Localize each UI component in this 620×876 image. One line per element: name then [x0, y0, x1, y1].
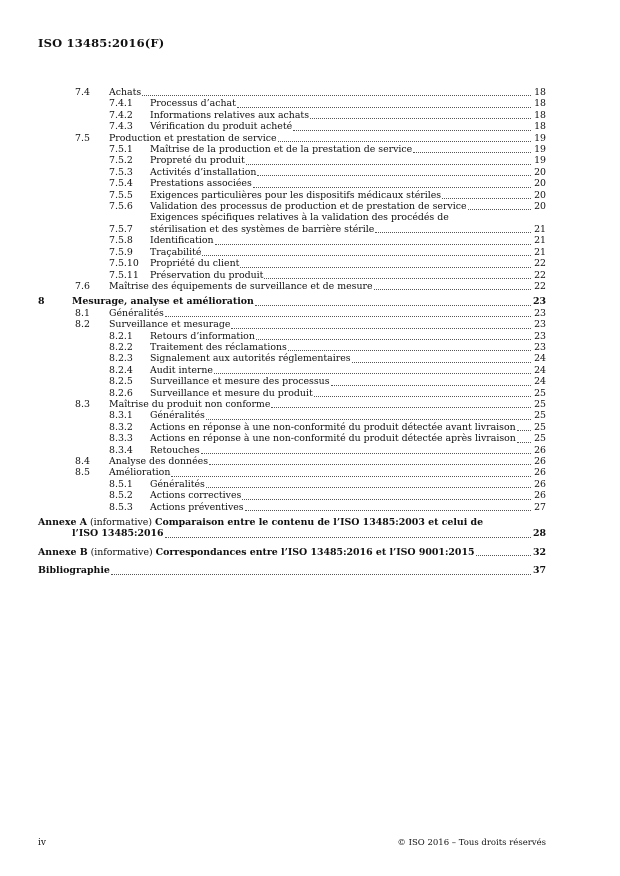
toc-entry-page: 22 — [534, 269, 546, 281]
toc-entry[interactable] — [38, 479, 546, 490]
toc-entry-text: Audit interne — [150, 364, 213, 376]
toc-entry-number: 7.5.5 — [109, 189, 133, 201]
toc-entry[interactable] — [38, 190, 546, 201]
toc-entry[interactable] — [38, 456, 546, 467]
toc-entry-text: Actions en réponse à une non-conformité du produit détectée après livraison — [150, 433, 516, 445]
toc-entry-page: 22 — [534, 258, 546, 270]
toc-entry-title — [150, 422, 532, 433]
toc-entry[interactable] — [38, 467, 546, 478]
toc-entry-title — [150, 433, 532, 444]
toc-entry-page: 19 — [534, 132, 546, 144]
document-id: ISO 13485:2016(F) — [38, 36, 165, 50]
toc-entry-text: Activités d’installation — [150, 166, 257, 178]
toc-entry-title — [150, 178, 532, 189]
toc-entry-page: 18 — [534, 98, 546, 110]
toc-entry-text: Achats — [109, 87, 142, 98]
toc-entry[interactable] — [38, 445, 546, 456]
toc-entry-title — [150, 155, 532, 166]
toc-entry-text: Validation des processus de production et de prestation de service — [150, 201, 467, 213]
toc-entry-title — [150, 410, 532, 421]
toc-entry[interactable] — [38, 281, 546, 292]
toc-entry[interactable] — [38, 155, 546, 166]
toc-entry-page: 26 — [534, 444, 546, 456]
toc-entry-page: 25 — [534, 410, 546, 422]
dot-leader — [231, 328, 531, 329]
toc-entry-title — [150, 167, 532, 178]
toc-entry[interactable] — [38, 308, 546, 319]
dot-leader — [214, 373, 531, 374]
toc-entry-text: Surveillance et mesure du produit — [150, 387, 313, 399]
toc-entry-title — [150, 235, 532, 246]
toc-entry-title — [150, 98, 532, 109]
toc-entry-page: 19 — [534, 155, 546, 167]
toc-entry[interactable] — [38, 87, 546, 98]
toc-entry-number: 8.2.5 — [109, 376, 133, 388]
toc-entry[interactable] — [38, 178, 546, 189]
toc-entry-number: 8 — [38, 296, 45, 308]
toc-entry-title — [109, 456, 532, 467]
dot-leader — [202, 255, 531, 256]
dot-leader — [201, 453, 531, 454]
dot-leader — [171, 476, 531, 477]
toc-entry-number: 7.4.1 — [109, 98, 133, 110]
toc-entry-text: Généralités — [150, 410, 205, 422]
toc-entry-text: Propreté du produit — [150, 155, 245, 167]
annex-label: Annexe A — [38, 517, 87, 529]
toc-entry-page: 26 — [534, 456, 546, 467]
toc-entry-text: Analyse des données — [109, 456, 209, 467]
toc-entry-page: 26 — [534, 467, 546, 479]
toc-entry-page: 25 — [534, 433, 546, 445]
annex-entry[interactable] — [38, 547, 546, 558]
toc-entry-page: 25 — [534, 398, 546, 410]
annex-title-line2: l’ISO 13485:2016 — [72, 528, 164, 540]
toc-entry-number: 8.1 — [75, 307, 90, 319]
toc-entry[interactable] — [38, 319, 546, 330]
toc-entry-title — [150, 331, 532, 342]
dot-leader — [256, 339, 531, 340]
toc-entry-page: 26 — [534, 490, 546, 502]
toc-entry[interactable] — [38, 201, 546, 212]
dot-leader — [331, 385, 531, 386]
toc-entry-title-line2-row — [150, 224, 532, 235]
dot-leader — [288, 350, 531, 351]
toc-entry-page: 21 — [534, 246, 546, 258]
toc-entry-number: 8.3.4 — [109, 444, 133, 456]
toc-entry-title — [150, 479, 532, 490]
toc-entry-title — [109, 308, 532, 319]
toc-entry[interactable] — [38, 410, 546, 421]
toc-entry-text: Maîtrise de la production et de la prestation de service — [150, 144, 413, 156]
toc-entry-title — [150, 376, 532, 387]
toc-entry-title — [109, 87, 532, 98]
toc-entry-title — [150, 247, 532, 258]
toc-entry-number: 7.5.2 — [109, 155, 133, 167]
toc-entry-text: Signalement aux autorités réglementaires — [150, 353, 351, 365]
toc-entry-title — [150, 201, 532, 212]
copyright-notice: © ISO 2016 – Tous droits réservés — [397, 838, 546, 848]
toc-entry[interactable] — [38, 98, 546, 109]
toc-entry-page: 23 — [534, 341, 546, 353]
toc-entry-number: 8.5.3 — [109, 501, 133, 513]
toc-entry-number: 8.3.1 — [109, 410, 133, 422]
annex-label: Bibliographie — [38, 565, 110, 577]
toc-entry-number: 8.2.4 — [109, 364, 133, 376]
toc-entry-text: Identification — [150, 235, 214, 247]
annex-note: (informative) — [89, 517, 152, 529]
toc-entry-number: 8.2.6 — [109, 387, 133, 399]
dot-leader — [442, 198, 531, 199]
toc-entry[interactable] — [38, 490, 546, 501]
toc-entry-title — [150, 342, 532, 353]
toc-entry-page: 23 — [534, 330, 546, 342]
dot-leader — [293, 130, 531, 131]
toc-entry-title — [150, 190, 532, 201]
toc-entry-text: Traçabilité — [150, 246, 202, 258]
toc-entry-text: Actions en réponse à une non-conformité du produit détectée avant livraison — [150, 421, 516, 433]
toc-entry-page: 25 — [534, 387, 546, 399]
toc-entry[interactable] — [38, 365, 546, 376]
toc-entry-title — [150, 121, 532, 132]
dot-leader — [476, 555, 531, 556]
toc-entry-title — [150, 110, 532, 121]
annex-entry[interactable] — [38, 517, 546, 540]
dot-leader — [271, 407, 531, 408]
toc-entry[interactable] — [38, 502, 546, 513]
toc-entry-number: 7.5.3 — [109, 166, 133, 178]
toc-entry-text: Exigences particulières pour les dispositifs médicaux stériles — [150, 189, 442, 201]
toc-entry-title — [150, 445, 532, 456]
toc-entry-text: Prestations associées — [150, 178, 252, 190]
toc-entry-number: 8.3.2 — [109, 421, 133, 433]
toc-entry-title — [150, 490, 532, 501]
dot-leader — [142, 95, 531, 96]
dot-leader — [165, 316, 531, 317]
toc-entry-text: Propriété du client — [150, 258, 240, 270]
dot-leader — [413, 152, 531, 153]
toc-entry-text: Maîtrise du produit non conforme — [109, 398, 271, 410]
toc-entry-number: 7.5.6 — [109, 201, 133, 213]
annex-title-text: Correspondances entre l’ISO 13485:2016 et l’ISO 9001:2015 — [155, 546, 475, 558]
toc-entry-text: Informations relatives aux achats — [150, 109, 310, 121]
bibliography-entry[interactable] — [38, 565, 546, 576]
toc-entry[interactable] — [38, 144, 546, 155]
toc-entry[interactable] — [38, 376, 546, 387]
toc-entry-page: 23 — [534, 319, 546, 331]
toc-entry-page: 18 — [534, 121, 546, 133]
toc-entry[interactable] — [38, 212, 546, 235]
toc-entry-title-line2: stérilisation et des systèmes de barrière stérile — [150, 223, 375, 235]
toc-entry-text: Généralités — [150, 478, 205, 490]
toc-entry-page: 24 — [534, 353, 546, 365]
dot-leader — [257, 175, 531, 176]
toc-entry-number: 8.3.3 — [109, 433, 133, 445]
toc-entry[interactable] — [38, 247, 546, 258]
toc-entry-number: 7.5.8 — [109, 235, 133, 247]
toc-entry-text: Traitement des réclamations — [150, 341, 287, 353]
toc-entry-text: Retours d’information — [150, 330, 255, 342]
toc-entry-page: 24 — [534, 364, 546, 376]
toc-entry-number: 7.5.11 — [109, 269, 139, 281]
toc-entry-text: Vérification du produit acheté — [150, 121, 293, 133]
toc-entry-text: Surveillance et mesure des processus — [150, 376, 330, 388]
toc-entry-title — [150, 388, 532, 399]
toc-entry[interactable] — [38, 331, 546, 342]
dot-leader — [314, 396, 531, 397]
dot-leader — [237, 107, 531, 108]
toc-entry-number: 7.4 — [75, 87, 90, 98]
toc-entry-number: 7.4.3 — [109, 121, 133, 133]
toc-entry-number: 8.2.3 — [109, 353, 133, 365]
dot-leader — [310, 118, 531, 119]
annex-title — [38, 517, 532, 540]
toc-entry-title — [150, 502, 532, 513]
toc-entry-page: 20 — [534, 201, 546, 213]
annex-title-line1 — [38, 517, 532, 528]
toc-entry[interactable] — [38, 121, 546, 132]
toc-entry-page: 22 — [534, 280, 546, 292]
table-of-contents — [38, 87, 546, 577]
toc-entry-text: Mesurage, analyse et amélioration — [72, 296, 254, 308]
toc-entry-page: 27 — [534, 501, 546, 513]
toc-entry-text: Maîtrise des équipements de surveillance et de mesure — [109, 280, 373, 292]
dot-leader — [255, 305, 531, 306]
toc-entry-number: 7.6 — [75, 280, 90, 292]
toc-entry[interactable] — [38, 422, 546, 433]
dot-leader — [264, 278, 531, 279]
dot-leader — [253, 187, 531, 188]
toc-entry[interactable] — [38, 353, 546, 364]
toc-entry-number: 8.4 — [75, 456, 90, 467]
toc-entry-title — [150, 365, 532, 376]
toc-entry-title — [109, 133, 532, 144]
toc-entry[interactable] — [38, 133, 546, 144]
toc-entry-text: Actions correctives — [150, 490, 242, 502]
dot-leader — [375, 232, 531, 233]
dot-leader — [240, 267, 531, 268]
toc-entry-number: 7.5.9 — [109, 246, 133, 258]
toc-entry-number: 8.3 — [75, 398, 90, 410]
toc-entry[interactable] — [38, 270, 546, 281]
toc-entry[interactable] — [38, 433, 546, 444]
toc-entry-number: 7.4.2 — [109, 109, 133, 121]
toc-entry-number: 7.5.7 — [109, 223, 133, 235]
dot-leader — [468, 209, 531, 210]
toc-entry-text: Retouches — [150, 444, 200, 456]
toc-entry-text: Généralités — [109, 307, 164, 319]
annex-page: 32 — [532, 546, 546, 558]
dot-leader — [517, 442, 531, 443]
toc-entry[interactable] — [38, 399, 546, 410]
toc-entry-number: 8.2.2 — [109, 341, 133, 353]
toc-entry-number: 8.2 — [75, 319, 90, 331]
toc-entry[interactable] — [38, 296, 546, 307]
toc-entry-title — [150, 353, 532, 364]
toc-entry-page: 20 — [534, 166, 546, 178]
dot-leader — [245, 510, 531, 511]
toc-entry-page: 18 — [534, 109, 546, 121]
dot-leader — [206, 487, 531, 488]
annex-title — [38, 565, 532, 576]
annex-page: 37 — [532, 565, 546, 577]
annex-page: 28 — [532, 528, 546, 540]
toc-entry-page: 18 — [534, 87, 546, 98]
dot-leader — [206, 419, 531, 420]
dot-leader — [242, 499, 531, 500]
dot-leader — [111, 574, 531, 575]
dot-leader — [278, 141, 531, 142]
toc-entry-title — [150, 258, 532, 269]
toc-entry-title — [150, 212, 532, 235]
annex-title-line2-row — [38, 528, 532, 539]
dot-leader — [246, 164, 531, 165]
annex-title-text-wrap — [38, 565, 110, 576]
toc-entry-page: 23 — [534, 307, 546, 319]
toc-entry[interactable] — [38, 258, 546, 269]
toc-entry-text: Amélioration — [109, 467, 171, 479]
toc-entry-page: 24 — [534, 376, 546, 388]
toc-entry-number: 7.5 — [75, 132, 90, 144]
toc-entry[interactable] — [38, 167, 546, 178]
toc-entry-title — [109, 467, 532, 478]
annex-title — [38, 547, 532, 558]
toc-entry-text: Actions préventives — [150, 501, 244, 513]
toc-entry[interactable] — [38, 388, 546, 399]
toc-entry-page: 26 — [534, 478, 546, 490]
toc-entry-number: 7.5.10 — [109, 258, 139, 270]
toc-entry-text: Production et prestation de service — [109, 132, 277, 144]
toc-entry[interactable] — [38, 342, 546, 353]
toc-entry-title-line1: Exigences spécifiques relatives à la validation des procédés de — [150, 212, 449, 224]
annex-title-text: Comparaison entre le contenu de l’ISO 13485:2003 et celui de — [154, 517, 484, 529]
toc-entry-number: 7.5.1 — [109, 144, 133, 156]
toc-entry-title — [109, 399, 532, 410]
toc-entry-number: 8.5.2 — [109, 490, 133, 502]
toc-entry-page: 25 — [534, 421, 546, 433]
toc-entry-number: 8.5 — [75, 467, 90, 479]
toc-entry-page: 21 — [534, 235, 546, 247]
toc-entry-title — [109, 319, 532, 330]
annex-title-text-wrap — [38, 547, 475, 558]
toc-entry-number: 8.5.1 — [109, 478, 133, 490]
dot-leader — [352, 362, 531, 363]
toc-entry-page: 19 — [534, 144, 546, 156]
dot-leader — [209, 464, 531, 465]
dot-leader — [374, 289, 531, 290]
dot-leader — [165, 537, 531, 538]
toc-entry-text: Processus d’achat — [150, 98, 236, 110]
toc-entry-title — [72, 296, 532, 307]
toc-entry[interactable] — [38, 235, 546, 246]
page-number: iv — [38, 838, 46, 848]
toc-entry-page: 21 — [534, 223, 546, 235]
dot-leader — [517, 430, 531, 431]
toc-entry-text: Surveillance et mesurage — [109, 319, 231, 331]
toc-entry-number: 8.2.1 — [109, 330, 133, 342]
toc-entry-title — [150, 144, 532, 155]
toc-entry-number: 7.5.4 — [109, 178, 133, 190]
toc-entry-text: Préservation du produit — [150, 269, 264, 281]
dot-leader — [215, 244, 531, 245]
toc-entry[interactable] — [38, 110, 546, 121]
toc-entry-page: 23 — [532, 296, 546, 308]
toc-entry-title — [150, 270, 532, 281]
annex-note: (informative) — [90, 546, 153, 558]
toc-entry-title — [109, 281, 532, 292]
toc-entry-page: 20 — [534, 178, 546, 190]
toc-entry-page: 20 — [534, 189, 546, 201]
annex-label: Annexe B — [38, 546, 88, 558]
